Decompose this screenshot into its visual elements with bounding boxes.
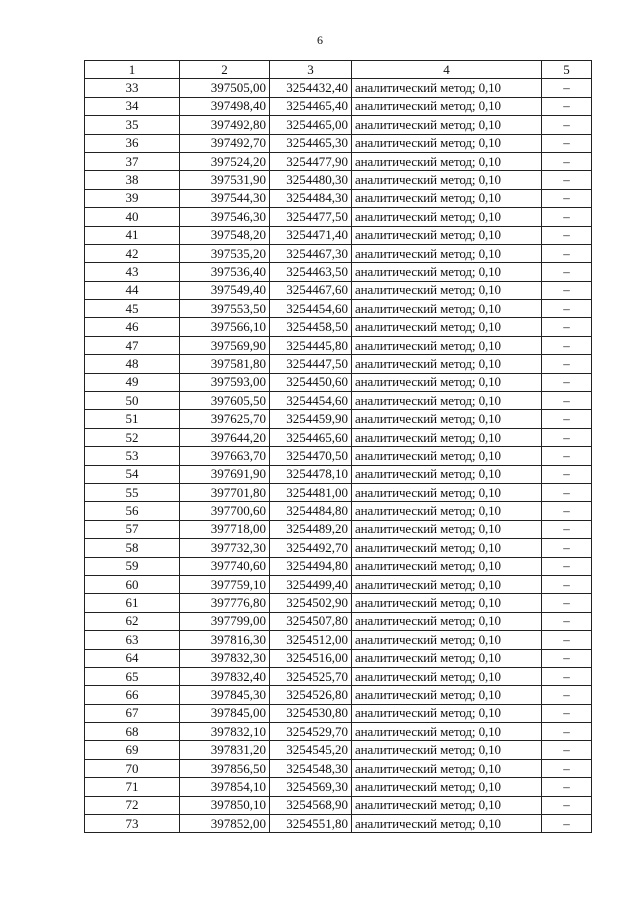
cell-y-coordinate: 3254525,70 [270,667,352,685]
page-number: 6 [317,33,323,47]
table-row [85,759,592,777]
cell-method-accuracy: аналитический метод; 0,10 [352,502,542,520]
cell-method-accuracy: аналитический метод; 0,10 [352,79,542,97]
cell-note: – [542,502,592,520]
table-row [85,410,592,428]
table-row [85,575,592,593]
cell-note: – [542,373,592,391]
cell-point-number: 36 [85,134,180,152]
cell-point-number: 68 [85,723,180,741]
table-row [85,281,592,299]
cell-method-accuracy: аналитический метод; 0,10 [352,631,542,649]
cell-note: – [542,410,592,428]
table-row [85,557,592,575]
table-header-row [85,61,592,79]
cell-y-coordinate: 3254516,00 [270,649,352,667]
cell-method-accuracy: аналитический метод; 0,10 [352,171,542,189]
cell-x-coordinate: 397505,00 [180,79,270,97]
cell-point-number: 44 [85,281,180,299]
cell-x-coordinate: 397546,30 [180,208,270,226]
table-row [85,428,592,446]
cell-x-coordinate: 397850,10 [180,796,270,814]
cell-y-coordinate: 3254530,80 [270,704,352,722]
cell-y-coordinate: 3254480,30 [270,171,352,189]
cell-method-accuracy: аналитический метод; 0,10 [352,428,542,446]
cell-point-number: 66 [85,686,180,704]
cell-method-accuracy: аналитический метод; 0,10 [352,447,542,465]
cell-y-coordinate: 3254484,30 [270,189,352,207]
cell-method-accuracy: аналитический метод; 0,10 [352,741,542,759]
column-header-5: 5 [542,61,592,79]
cell-method-accuracy: аналитический метод; 0,10 [352,649,542,667]
cell-point-number: 54 [85,465,180,483]
cell-note: – [542,189,592,207]
cell-y-coordinate: 3254502,90 [270,594,352,612]
cell-y-coordinate: 3254529,70 [270,723,352,741]
cell-y-coordinate: 3254467,30 [270,244,352,262]
table-row [85,171,592,189]
cell-method-accuracy: аналитический метод; 0,10 [352,318,542,336]
table-row [85,502,592,520]
cell-point-number: 52 [85,428,180,446]
cell-point-number: 35 [85,116,180,134]
cell-method-accuracy: аналитический метод; 0,10 [352,336,542,354]
cell-note: – [542,300,592,318]
cell-method-accuracy: аналитический метод; 0,10 [352,539,542,557]
cell-y-coordinate: 3254432,40 [270,79,352,97]
cell-note: – [542,336,592,354]
cell-x-coordinate: 397569,90 [180,336,270,354]
cell-point-number: 40 [85,208,180,226]
cell-x-coordinate: 397732,30 [180,539,270,557]
table-row [85,447,592,465]
cell-note: – [542,244,592,262]
cell-point-number: 60 [85,575,180,593]
cell-point-number: 71 [85,778,180,796]
cell-note: – [542,520,592,538]
table-row [85,465,592,483]
cell-point-number: 48 [85,355,180,373]
cell-note: – [542,263,592,281]
table-row [85,594,592,612]
table-row [85,796,592,814]
cell-y-coordinate: 3254568,90 [270,796,352,814]
cell-y-coordinate: 3254454,60 [270,392,352,410]
table-row [85,318,592,336]
cell-point-number: 33 [85,79,180,97]
cell-x-coordinate: 397492,80 [180,116,270,134]
cell-x-coordinate: 397536,40 [180,263,270,281]
table-row [85,263,592,281]
table-row [85,667,592,685]
cell-note: – [542,483,592,501]
table-row [85,226,592,244]
cell-method-accuracy: аналитический метод; 0,10 [352,594,542,612]
cell-x-coordinate: 397581,80 [180,355,270,373]
cell-point-number: 69 [85,741,180,759]
cell-note: – [542,79,592,97]
cell-x-coordinate: 397740,60 [180,557,270,575]
table-row [85,392,592,410]
cell-point-number: 50 [85,392,180,410]
cell-method-accuracy: аналитический метод; 0,10 [352,116,542,134]
cell-note: – [542,447,592,465]
table-row [85,97,592,115]
table-row [85,483,592,501]
table-row [85,134,592,152]
cell-note: – [542,704,592,722]
column-header-1: 1 [85,61,180,79]
cell-note: – [542,575,592,593]
cell-method-accuracy: аналитический метод; 0,10 [352,300,542,318]
table-row [85,649,592,667]
cell-method-accuracy: аналитический метод; 0,10 [352,373,542,391]
cell-method-accuracy: аналитический метод; 0,10 [352,796,542,814]
cell-point-number: 47 [85,336,180,354]
cell-note: – [542,612,592,630]
cell-x-coordinate: 397832,10 [180,723,270,741]
cell-y-coordinate: 3254507,80 [270,612,352,630]
cell-note: – [542,97,592,115]
cell-point-number: 39 [85,189,180,207]
cell-method-accuracy: аналитический метод; 0,10 [352,557,542,575]
cell-y-coordinate: 3254445,80 [270,336,352,354]
table-row [85,152,592,170]
cell-y-coordinate: 3254526,80 [270,686,352,704]
cell-method-accuracy: аналитический метод; 0,10 [352,612,542,630]
cell-note: – [542,281,592,299]
cell-x-coordinate: 397832,30 [180,649,270,667]
cell-note: – [542,557,592,575]
column-header-2: 2 [180,61,270,79]
cell-point-number: 61 [85,594,180,612]
cell-note: – [542,208,592,226]
cell-note: – [542,649,592,667]
cell-y-coordinate: 3254494,80 [270,557,352,575]
cell-y-coordinate: 3254512,00 [270,631,352,649]
cell-x-coordinate: 397799,00 [180,612,270,630]
cell-method-accuracy: аналитический метод; 0,10 [352,392,542,410]
cell-note: – [542,594,592,612]
cell-point-number: 73 [85,815,180,833]
cell-x-coordinate: 397544,30 [180,189,270,207]
cell-point-number: 34 [85,97,180,115]
table-row [85,539,592,557]
cell-x-coordinate: 397691,90 [180,465,270,483]
cell-x-coordinate: 397605,50 [180,392,270,410]
cell-point-number: 53 [85,447,180,465]
cell-method-accuracy: аналитический метод; 0,10 [352,815,542,833]
cell-point-number: 58 [85,539,180,557]
cell-x-coordinate: 397549,40 [180,281,270,299]
cell-y-coordinate: 3254551,80 [270,815,352,833]
cell-y-coordinate: 3254489,20 [270,520,352,538]
cell-x-coordinate: 397759,10 [180,575,270,593]
cell-y-coordinate: 3254471,40 [270,226,352,244]
cell-point-number: 62 [85,612,180,630]
table-row [85,373,592,391]
cell-method-accuracy: аналитический метод; 0,10 [352,410,542,428]
cell-point-number: 70 [85,759,180,777]
cell-point-number: 57 [85,520,180,538]
table-row [85,244,592,262]
cell-method-accuracy: аналитический метод; 0,10 [352,281,542,299]
cell-note: – [542,686,592,704]
cell-note: – [542,392,592,410]
column-header-3: 3 [270,61,352,79]
table-row [85,189,592,207]
cell-x-coordinate: 397535,20 [180,244,270,262]
cell-y-coordinate: 3254477,90 [270,152,352,170]
cell-point-number: 72 [85,796,180,814]
cell-x-coordinate: 397531,90 [180,171,270,189]
cell-point-number: 67 [85,704,180,722]
coordinates-table-body [85,61,592,833]
table-row [85,520,592,538]
table-row [85,79,592,97]
cell-x-coordinate: 397845,30 [180,686,270,704]
cell-x-coordinate: 397718,00 [180,520,270,538]
table-row [85,686,592,704]
cell-y-coordinate: 3254545,20 [270,741,352,759]
cell-method-accuracy: аналитический метод; 0,10 [352,244,542,262]
cell-method-accuracy: аналитический метод; 0,10 [352,575,542,593]
cell-note: – [542,134,592,152]
cell-method-accuracy: аналитический метод; 0,10 [352,134,542,152]
cell-method-accuracy: аналитический метод; 0,10 [352,704,542,722]
table-row [85,116,592,134]
cell-method-accuracy: аналитический метод; 0,10 [352,97,542,115]
cell-method-accuracy: аналитический метод; 0,10 [352,465,542,483]
cell-method-accuracy: аналитический метод; 0,10 [352,759,542,777]
table-row [85,631,592,649]
table-row [85,704,592,722]
cell-method-accuracy: аналитический метод; 0,10 [352,483,542,501]
cell-note: – [542,152,592,170]
cell-note: – [542,465,592,483]
cell-y-coordinate: 3254458,50 [270,318,352,336]
cell-point-number: 42 [85,244,180,262]
cell-note: – [542,741,592,759]
cell-point-number: 65 [85,667,180,685]
cell-method-accuracy: аналитический метод; 0,10 [352,152,542,170]
cell-x-coordinate: 397498,40 [180,97,270,115]
cell-x-coordinate: 397701,80 [180,483,270,501]
table-row [85,612,592,630]
cell-note: – [542,631,592,649]
cell-x-coordinate: 397548,20 [180,226,270,244]
cell-point-number: 46 [85,318,180,336]
cell-note: – [542,539,592,557]
cell-y-coordinate: 3254499,40 [270,575,352,593]
cell-y-coordinate: 3254465,00 [270,116,352,134]
cell-note: – [542,796,592,814]
cell-point-number: 59 [85,557,180,575]
cell-x-coordinate: 397845,00 [180,704,270,722]
cell-point-number: 38 [85,171,180,189]
cell-y-coordinate: 3254467,60 [270,281,352,299]
cell-x-coordinate: 397553,50 [180,300,270,318]
cell-point-number: 63 [85,631,180,649]
cell-method-accuracy: аналитический метод; 0,10 [352,263,542,281]
cell-point-number: 43 [85,263,180,281]
coordinates-table [84,60,592,833]
cell-point-number: 49 [85,373,180,391]
cell-y-coordinate: 3254459,90 [270,410,352,428]
cell-y-coordinate: 3254548,30 [270,759,352,777]
cell-x-coordinate: 397566,10 [180,318,270,336]
cell-note: – [542,318,592,336]
cell-note: – [542,171,592,189]
cell-y-coordinate: 3254465,40 [270,97,352,115]
cell-y-coordinate: 3254465,60 [270,428,352,446]
cell-y-coordinate: 3254447,50 [270,355,352,373]
cell-x-coordinate: 397524,20 [180,152,270,170]
cell-y-coordinate: 3254465,30 [270,134,352,152]
cell-x-coordinate: 397832,40 [180,667,270,685]
cell-point-number: 45 [85,300,180,318]
cell-y-coordinate: 3254492,70 [270,539,352,557]
cell-point-number: 37 [85,152,180,170]
table-row [85,300,592,318]
column-header-4: 4 [352,61,542,79]
table-row [85,723,592,741]
cell-method-accuracy: аналитический метод; 0,10 [352,520,542,538]
cell-x-coordinate: 397816,30 [180,631,270,649]
cell-x-coordinate: 397593,00 [180,373,270,391]
cell-note: – [542,355,592,373]
cell-point-number: 55 [85,483,180,501]
table-row [85,208,592,226]
cell-x-coordinate: 397644,20 [180,428,270,446]
table-row [85,741,592,759]
cell-x-coordinate: 397776,80 [180,594,270,612]
cell-y-coordinate: 3254463,50 [270,263,352,281]
table-row [85,778,592,796]
cell-method-accuracy: аналитический метод; 0,10 [352,355,542,373]
cell-note: – [542,815,592,833]
cell-note: – [542,778,592,796]
cell-method-accuracy: аналитический метод; 0,10 [352,686,542,704]
cell-method-accuracy: аналитический метод; 0,10 [352,667,542,685]
cell-y-coordinate: 3254454,60 [270,300,352,318]
cell-x-coordinate: 397700,60 [180,502,270,520]
cell-x-coordinate: 397625,70 [180,410,270,428]
cell-point-number: 41 [85,226,180,244]
cell-note: – [542,428,592,446]
cell-y-coordinate: 3254478,10 [270,465,352,483]
cell-y-coordinate: 3254569,30 [270,778,352,796]
table-row [85,355,592,373]
cell-y-coordinate: 3254470,50 [270,447,352,465]
cell-method-accuracy: аналитический метод; 0,10 [352,226,542,244]
table-row [85,336,592,354]
cell-point-number: 56 [85,502,180,520]
table-row [85,815,592,833]
cell-x-coordinate: 397854,10 [180,778,270,796]
cell-x-coordinate: 397663,70 [180,447,270,465]
cell-x-coordinate: 397492,70 [180,134,270,152]
cell-y-coordinate: 3254484,80 [270,502,352,520]
cell-y-coordinate: 3254477,50 [270,208,352,226]
cell-x-coordinate: 397831,20 [180,741,270,759]
cell-note: – [542,226,592,244]
cell-y-coordinate: 3254450,60 [270,373,352,391]
cell-x-coordinate: 397856,50 [180,759,270,777]
cell-method-accuracy: аналитический метод; 0,10 [352,723,542,741]
cell-note: – [542,759,592,777]
cell-note: – [542,723,592,741]
cell-method-accuracy: аналитический метод; 0,10 [352,189,542,207]
cell-point-number: 51 [85,410,180,428]
cell-x-coordinate: 397852,00 [180,815,270,833]
cell-note: – [542,116,592,134]
cell-note: – [542,667,592,685]
cell-method-accuracy: аналитический метод; 0,10 [352,208,542,226]
cell-method-accuracy: аналитический метод; 0,10 [352,778,542,796]
cell-y-coordinate: 3254481,00 [270,483,352,501]
cell-point-number: 64 [85,649,180,667]
